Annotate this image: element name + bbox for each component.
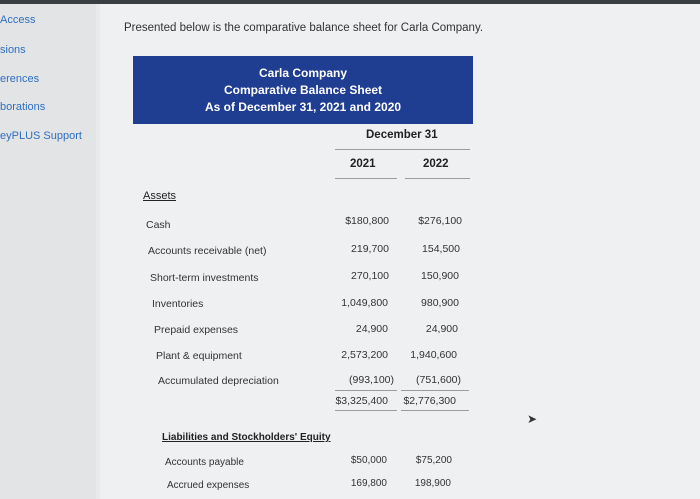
column-header-2022: 2022 [423, 158, 449, 170]
asset-value-2021: 219,700 [351, 243, 389, 255]
asset-label: Cash [146, 219, 171, 231]
asset-label: Prepaid expenses [154, 324, 239, 336]
assets-total-2021: $3,325,400 [335, 395, 388, 407]
asset-value-2021: 24,900 [355, 323, 388, 335]
column-group-header: December 31 [366, 129, 438, 141]
asset-label: Inventories [152, 298, 204, 310]
total-underline-2022 [401, 390, 469, 391]
asset-value-2022: 150,900 [421, 270, 459, 282]
total-underline-2021 [335, 390, 397, 391]
asset-value-2022: 154,500 [422, 243, 460, 255]
assets-heading: Assets [143, 190, 177, 202]
company-name: Carla Company [258, 66, 348, 80]
asset-label: Short-term investments [150, 272, 259, 284]
asset-value-2022: 24,900 [425, 323, 458, 335]
total-double-underline-2022 [401, 410, 469, 411]
mouse-cursor-icon: ➤ [527, 412, 538, 426]
asset-value-2021: $180,800 [345, 215, 389, 227]
col2-underline [405, 178, 470, 179]
header-divider [335, 149, 470, 150]
liability-label: Accrued expenses [167, 480, 250, 491]
sidebar-item-collaborations[interactable]: borations [0, 101, 46, 113]
asset-value-2022: (751,600) [416, 374, 461, 386]
asset-value-2022: $276,100 [418, 215, 462, 227]
sidebar-item-sessions[interactable]: sions [0, 44, 26, 56]
asset-value-2021: 1,049,800 [341, 297, 388, 309]
assets-total-2022: $2,776,300 [403, 395, 456, 407]
asset-label: Accumulated depreciation [158, 375, 279, 387]
sidebar-item-access[interactable]: Access [0, 14, 36, 26]
sidebar [0, 4, 96, 499]
column-header-2021: 2021 [350, 158, 376, 170]
liability-value-2022: $75,200 [415, 455, 452, 466]
sheet-title: Comparative Balance Sheet [223, 83, 383, 97]
asset-value-2021: 270,100 [351, 270, 389, 282]
sidebar-item-wileyplus-support[interactable]: eyPLUS Support [0, 130, 82, 142]
balance-sheet-header [133, 56, 473, 124]
asset-value-2021: (993,100) [349, 374, 394, 386]
liabilities-heading: Liabilities and Stockholders' Equity [162, 432, 331, 443]
asset-value-2022: 980,900 [421, 297, 459, 309]
asset-value-2022: 1,940,600 [410, 349, 457, 361]
asset-label: Accounts receivable (net) [148, 245, 267, 257]
sheet-date: As of December 31, 2021 and 2020 [204, 100, 402, 114]
total-double-underline-2021 [335, 410, 397, 411]
col1-underline [335, 178, 397, 179]
asset-label: Plant & equipment [156, 350, 242, 362]
liability-value-2021: $50,000 [350, 455, 387, 466]
liability-value-2022: 198,900 [414, 478, 451, 489]
sidebar-item-preferences[interactable]: erences [0, 73, 40, 85]
asset-value-2021: 2,573,200 [341, 349, 388, 361]
liability-label: Accounts payable [165, 457, 244, 468]
liability-value-2021: 169,800 [350, 478, 387, 489]
intro-text: Presented below is the comparative balance sheet for Carla Company. [124, 22, 484, 34]
